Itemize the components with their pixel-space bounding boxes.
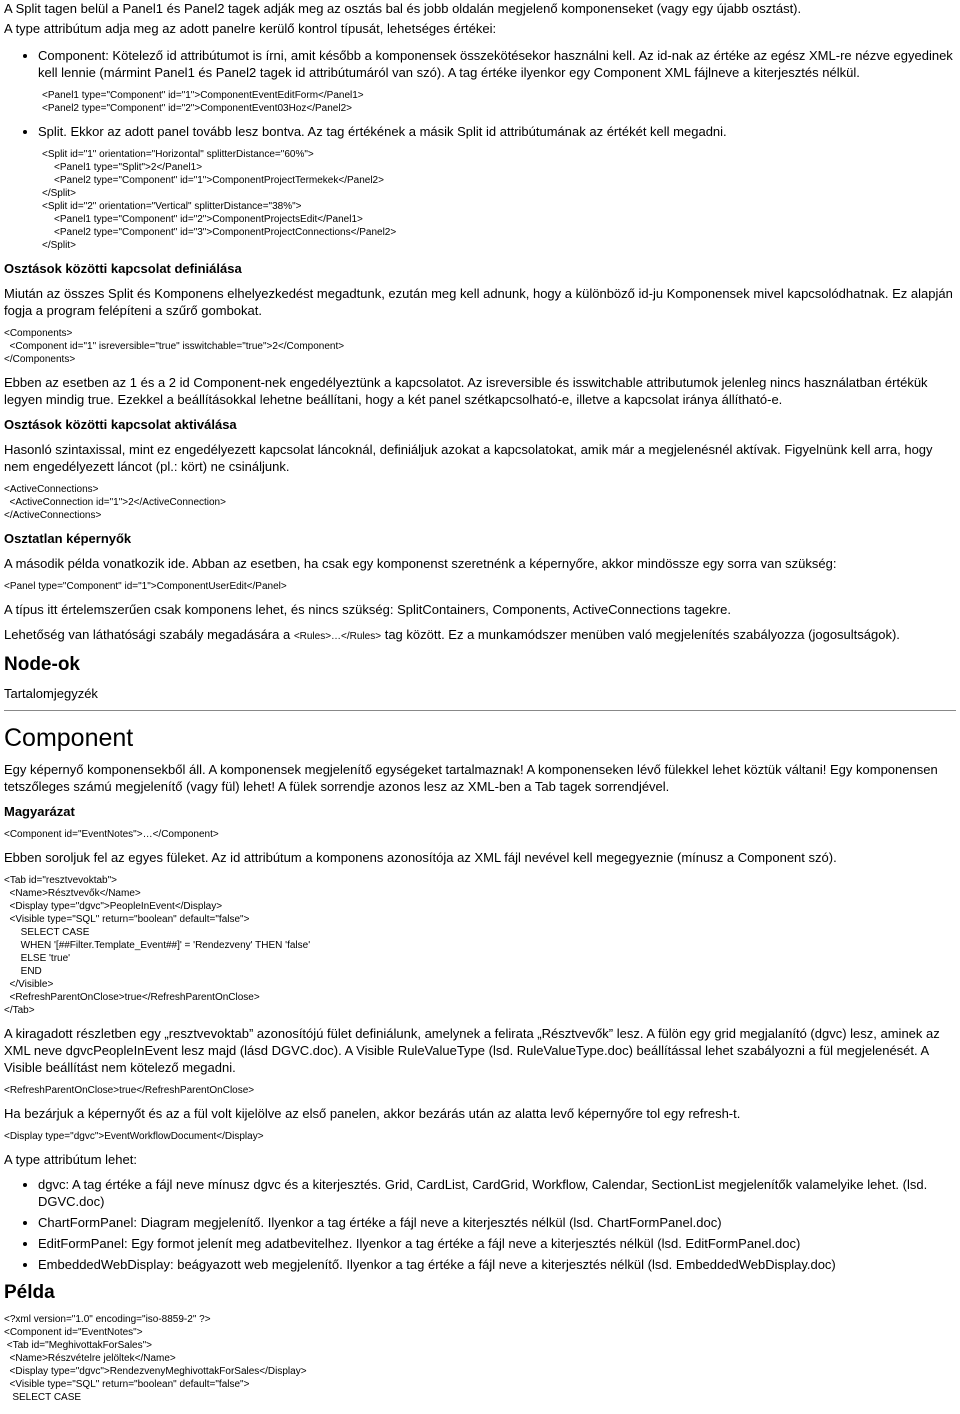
code-line: SELECT CASE [4, 1392, 82, 1403]
code-block-refresh: <RefreshParentOnClose>true</RefreshParentOnClose> [4, 1085, 255, 1096]
code-block-panel: <Panel type="Component" id="1">ComponentUserEdit</Panel> [4, 581, 287, 592]
code-line: </ActiveConnections> [4, 510, 102, 521]
code-block-display: <Display type="dgvc">EventWorkflowDocument</Display> [4, 1131, 264, 1142]
code-line: <ActiveConnections> [4, 484, 99, 495]
code-line: <Panel1 type="Split">2</Panel1> [54, 162, 203, 173]
code-line: WHEN '[##Filter.Template_Event##]' = 'Rendezveny' THEN 'false' [4, 940, 311, 951]
section-heading-activate: Osztások közötti kapcsolat aktiválása [4, 417, 237, 432]
code-line: </Components> [4, 354, 76, 365]
code-line: <Split id="1" orientation="Horizontal" splitterDistance="60%"> [42, 149, 314, 160]
code-block-tab [4, 874, 956, 1017]
paragraph-rules: Lehetőség van láthatósági szabály megadására a <Rules>…</Rules> tag között. Ez a munkamódszer menüben való megjelenítés szabályozza (jogosultságok). [4, 627, 900, 642]
code-block-split [4, 148, 956, 252]
section-heading-example: Példa [4, 1282, 55, 1303]
code-block-example [4, 1313, 956, 1404]
paragraph: Miután az összes Split és Komponens elhelyezkedést megadtunk, ezután meg kell adnunk, hogy a különböző id-ju Komponensek mivel kapcsolódhatnak. Ez alapján fogja a program felépíteni a szűrő gombokat. [4, 286, 953, 318]
split-list [4, 123, 956, 140]
code-line: <Visible type="SQL" return="boolean" default="false"> [4, 1379, 250, 1390]
code-line: <Panel2 type="Component" id="1">ComponentProjectTermekek</Panel2> [54, 175, 384, 186]
section-heading-unsplit: Osztatlan képernyők [4, 531, 132, 546]
inline-code: <Rules>…</Rules> [293, 631, 382, 642]
code-line: <Tab id="resztvevoktab"> [4, 875, 117, 886]
code-line: SELECT CASE [4, 927, 90, 938]
paragraph: Egy képernyő komponensekből áll. A komponensek megjelenítő egységeket tartalmaznak! A komponenseken lévő fülekkel lehet köztük váltani! Egy komponensen tetszőleges számú megjelenítő (vagy fül) lehet! A fülek sorrendje azonos lesz az XML-ben a Tab tagek sorrendjével. [4, 762, 938, 794]
paragraph: Ha bezárjuk a képernyőt és az a fül volt kijelölve az első panelen, akkor bezárás után az alatta levő képernyőre tol egy refresh-t. [4, 1106, 741, 1121]
code-line: <Display type="dgvc">PeopleInEvent</Display> [4, 901, 223, 912]
toc-link[interactable]: Tartalomjegyzék [4, 686, 98, 701]
section-heading-nodes: Node-ok [4, 654, 80, 675]
subheading-explanation: Magyarázat [4, 804, 75, 819]
paragraph: A type attribútum lehet: [4, 1152, 137, 1167]
code-line: <Visible type="SQL" return="boolean" default="false"> [4, 914, 250, 925]
list-item: • Component: Kötelező id attribútumot is írni, amit később a komponensek összekötésekor használni kell. Az id-nak az értéke az egész XML-re nézve egyedinek kell lennie (mármint Panel1 és Panel2 tagek id attribútumáról van szó). A tag értéke ilyenkor egy Component XML fájlneve a kiterjesztés nélkül. [38, 47, 956, 81]
code-line: <Panel2 type="Component" id="3">ComponentProjectConnections</Panel2> [54, 227, 397, 238]
code-block-panels: <Panel1 type="Component" id="1">ComponentEventEditForm</Panel1> <Panel2 type="Component" id="2">ComponentEvent03Hoz</Panel2> [42, 90, 364, 114]
code-line: <Panel1 type="Component" id="2">ComponentProjectsEdit</Panel1> [54, 214, 363, 225]
section-heading-define: Osztások közötti kapcsolat definiálása [4, 261, 242, 276]
code-line: <Tab id="MeghivottakForSales"> [4, 1340, 153, 1351]
code-line: END [4, 966, 42, 977]
paragraph: Hasonló szintaxissal, mint ez engedélyezett kapcsolat láncoknál, definiáljuk azokat a kapcsolatokat, amik már a megjelenésnél aktívak. Figyelnünk kell arra, hogy nem engedélyezett láncot (pl.: kört) ne csináljunk. [4, 442, 933, 474]
paragraph: A típus itt értelemszerűen csak komponens lehet, és nincs szükség: SplitContainers, Components, ActiveConnections tagekre. [4, 602, 731, 617]
code-line: </Split> [42, 188, 76, 199]
code-line: </Tab> [4, 1005, 35, 1016]
paragraph: A kiragadott részletben egy „resztvevoktab” azonosítójú fület definiálunk, amelynek a felirata „Résztvevők” lesz. A fülön egy grid megjalanító (dgvc) lesz, aminek az XML neve dgvcPeopleInEvent lesz majd (lásd DGVC.doc). A Visible RuleValueType (lsd. RuleValueType.doc) beállítással lehet szabályozni a fül megjelenését. A Visible beállítást nem kötelező megadni. [4, 1026, 940, 1075]
list-item: • EditFormPanel: Egy formot jelenít meg adatbevitelhez. Ilyenkor a tag értéke a fájl neve a kiterjesztés nélkül (lsd. EditFormPanel.doc) [38, 1235, 956, 1252]
code-line: <RefreshParentOnClose>true</RefreshParentOnClose> [4, 992, 260, 1003]
intro-line-1: A Split tagen belül a Panel1 és Panel2 tagek adják meg az osztás bal és jobb oldalán megjelenő komponenseket (vagy egy újabb osztást). [4, 1, 802, 16]
code-line: </Visible> [4, 979, 54, 990]
paragraph: Ebben soroljuk fel az egyes füleket. Az id attribútum a komponens azonosítója az XML fájl nevével kell megegyeznie (mínusz a Component szó). [4, 850, 837, 865]
divider [4, 710, 956, 711]
code-block-components [4, 327, 956, 366]
list-item: • dgvc: A tag értéke a fájl neve mínusz dgvc és a kiterjesztés. Grid, CardList, CardGrid, Workflow, Calendar, SectionList megjelenítők valamelyike lehet. (lsd. DGVC.doc) [38, 1176, 956, 1210]
display-type-list [4, 1176, 956, 1273]
code-line: <Split id="2" orientation="Vertical" splitterDistance="38%"> [42, 201, 302, 212]
code-line: <Component id="1" isreversible="true" isswitchable="true">2</Component> [4, 341, 345, 352]
paragraph: A második példa vonatkozik ide. Abban az esetben, ha csak egy komponenst szeretnénk a képernyőre, akkor mindössze egy sorra van szükség: [4, 556, 837, 571]
code-line: <Name>Részvételre jelöltek</Name> [4, 1353, 176, 1364]
code-line: ELSE 'true' [4, 953, 71, 964]
paragraph: Ebben az esetben az 1 és a 2 id Component-nek engedélyeztünk a kapcsolatot. Az isreversible és isswitchable attributumok jelenleg nincs használatban értékük legyen mindig true. Ezekkel a beállításokkal lehetne beállítani, hogy a két panel szétkapcsolható-e, illetve a kapcsolat iránya állítható-e. [4, 375, 928, 407]
code-line: <Components> [4, 328, 73, 339]
code-block-active-connections [4, 483, 956, 522]
intro-line-2: A type attribútum adja meg az adott panelre kerülő kontrol típusát, lehetséges értékei: [4, 21, 497, 36]
section-heading-component: Component [4, 724, 134, 752]
type-values-list [4, 47, 956, 81]
code-line: <Display type="dgvc">RendezvenyMeghivottakForSales</Display> [4, 1366, 307, 1377]
code-line: <Component id="EventNotes"> [4, 1327, 143, 1338]
code-line: <ActiveConnection id="1">2</ActiveConnection> [4, 497, 226, 508]
code-line: <?xml version="1.0" encoding="iso-8859-2" ?> [4, 1314, 211, 1325]
list-item: • EmbeddedWebDisplay: beágyazott web megjelenítő. Ilyenkor a tag értéke a fájl neve a kiterjesztés nélkül (lsd. EmbeddedWebDisplay.doc) [38, 1256, 956, 1273]
code-block-component: <Component id="EventNotes">…</Component> [4, 829, 219, 840]
code-line: <Name>Résztvevők</Name> [4, 888, 141, 899]
list-item: • ChartFormPanel: Diagram megjelenítő. Ilyenkor a tag értéke a fájl neve a kiterjesztés nélkül (lsd. ChartFormPanel.doc) [38, 1214, 956, 1231]
code-line: </Split> [42, 240, 76, 251]
list-item: • Split. Ekkor az adott panel tovább lesz bontva. Az tag értékének a másik Split id attribútumának az értékét kell megadni. [38, 123, 956, 140]
